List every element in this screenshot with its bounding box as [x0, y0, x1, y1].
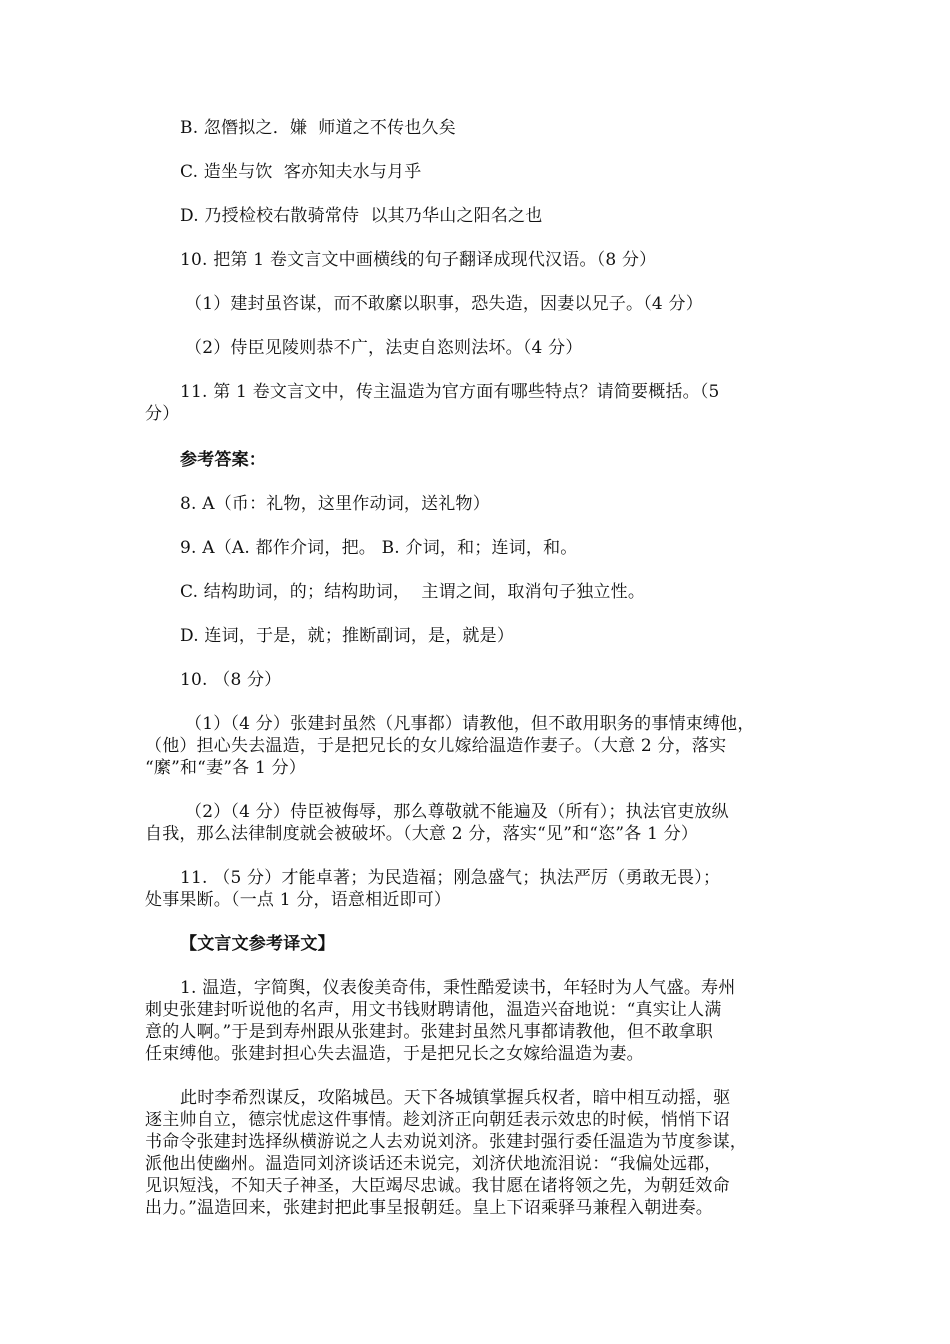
- translation-p2-line-1: 此时李希烈谋反，攻陷城邑。天下各城镇掌握兵权者，暗中相互动摇，驱: [180, 1088, 731, 1108]
- option-c: C. 造坐与饮 客亦知夫水与月乎: [180, 162, 422, 182]
- answers-heading: 参考答案：: [180, 450, 266, 470]
- translation-p1-line-4: 任束缚他。张建封担心失去温造，于是把兄长之女嫁给温造为妻。: [145, 1044, 644, 1064]
- answer-10-1-line-1: （1）（4 分）张建封虽然（凡事都）请教他，但不敢用职务的事情束缚他，: [185, 714, 755, 734]
- answer-10: 10. （8 分）: [180, 670, 282, 690]
- translation-p1-line-2: 刺史张建封听说他的名声，用文书钱财聘请他，温造兴奋地说：“真实让人满: [145, 1000, 722, 1020]
- translation-p2-line-4: 派他出使幽州。温造同刘济谈话还未说完，刘济伏地流泪说：“我偏处远郡，: [145, 1154, 722, 1174]
- question-11-prompt-line-1: 11. 第 1 卷文言文中，传主温造为官方面有哪些特点？请简要概括。（5: [180, 382, 720, 402]
- question-10-item-2: （2）侍臣见陵则恭不广，法吏自恣则法坏。（4 分）: [185, 338, 583, 358]
- answer-10-1-line-3: “縻”和“妻”各 1 分）: [145, 758, 306, 778]
- answer-10-2-line-2: 自我，那么法律制度就会被破坏。（大意 2 分，落实“见”和“恣”各 1 分）: [145, 824, 699, 844]
- answer-8: 8. A（币：礼物，这里作动词，送礼物）: [180, 494, 490, 514]
- translation-p2-line-3: 书命令张建封选择纵横游说之人去劝说刘济。张建封强行委任温造为节度参谋，: [145, 1132, 747, 1152]
- option-b: B. 忽僭拟之．嫌 师道之不传也久矣: [180, 118, 456, 138]
- translation-heading: 【文言文参考译文】: [180, 934, 335, 954]
- answer-11-line-2: 处事果断。（一点 1 分，语意相近即可）: [145, 890, 452, 910]
- question-10-prompt: 10. 把第 1 卷文言文中画横线的句子翻译成现代汉语。（8 分）: [180, 250, 657, 270]
- answer-10-2-line-1: （2）（4 分）侍臣被侮辱，那么尊敬就不能遍及（所有）；执法官吏放纵: [185, 802, 729, 822]
- question-10-item-1: （1）建封虽咨谋，而不敢縻以职事，恐失造，因妻以兄子。（4 分）: [185, 294, 703, 314]
- translation-p2-line-2: 逐主帅自立，德宗忧虑这件事情。趁刘济正向朝廷表示效忠的时候，悄悄下诏: [145, 1110, 730, 1130]
- translation-p2-line-5: 见识短浅，不知天子神圣，大臣竭尽忠诚。我甘愿在诸将领之先，为朝廷效命: [145, 1176, 730, 1196]
- translation-p1-line-1: 1. 温造，字简舆，仪表俊美奇伟，秉性酷爱读书，年轻时为人气盛。寿州: [180, 978, 736, 998]
- option-d: D. 乃授检校右散骑常侍 以其乃华山之阳名之也: [180, 206, 543, 226]
- answer-9-c: C. 结构助词，的；结构助词， 主谓之间，取消句子独立性。: [180, 582, 646, 602]
- question-11-prompt-line-2: 分）: [145, 404, 180, 424]
- translation-p1-line-3: 意的人啊。”于是到寿州跟从张建封。张建封虽然凡事都请教他，但不敢拿职: [145, 1022, 713, 1042]
- answer-9-d: D. 连词，于是，就；推断副词，是，就是）: [180, 626, 515, 646]
- answer-9: 9. A（A. 都作介词，把。 B. 介词，和；连词，和。: [180, 538, 578, 558]
- answer-10-1-line-2: （他）担心失去温造，于是把兄长的女儿嫁给温造作妻子。（大意 2 分，落实: [145, 736, 727, 756]
- answer-11-line-1: 11. （5 分）才能卓著；为民造福；刚急盛气；执法严厉（勇敢无畏）；: [180, 868, 721, 888]
- translation-p2-line-6: 出力。”温造回来，张建封把此事呈报朝廷。皇上下诏乘驿马兼程入朝进奏。: [145, 1198, 713, 1218]
